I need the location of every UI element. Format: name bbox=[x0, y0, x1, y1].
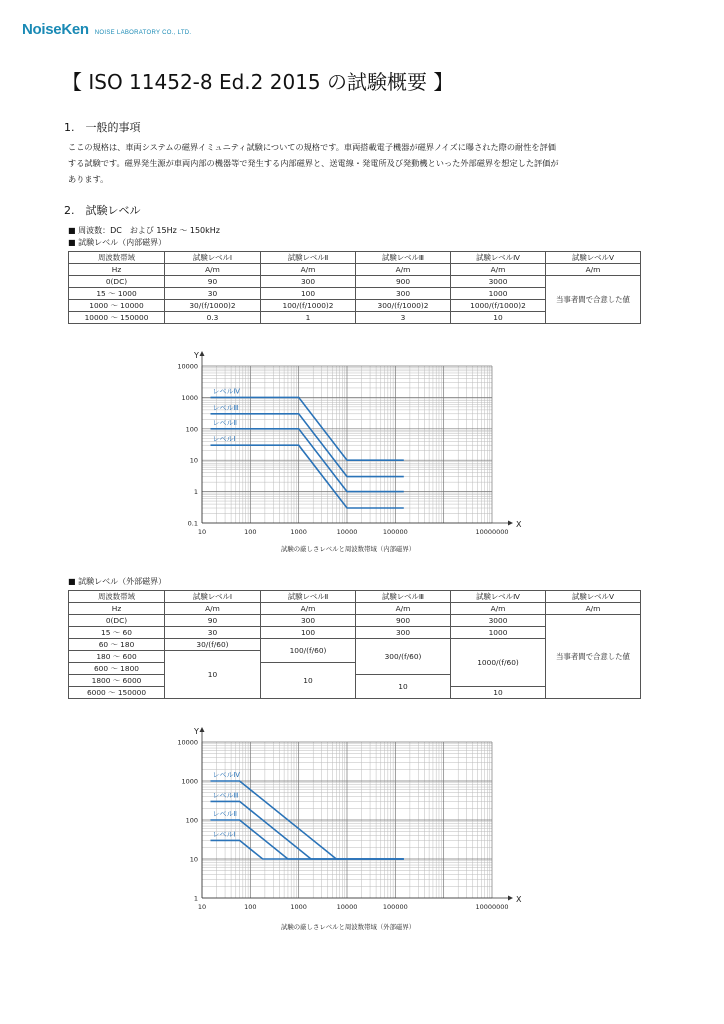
table-cell: A/m bbox=[165, 264, 261, 276]
table-cell: 1000/(f/1000)2 bbox=[451, 300, 546, 312]
table-cell: A/m bbox=[356, 603, 451, 615]
table-cell: A/m bbox=[451, 603, 546, 615]
table-cell: 15 〜 1000 bbox=[69, 288, 165, 300]
x-axis-label: X bbox=[516, 520, 522, 529]
y-tick-label: 10000 bbox=[177, 362, 198, 371]
table-cell: 1800 〜 6000 bbox=[69, 675, 165, 687]
table-cell: 300 bbox=[261, 276, 356, 288]
series-label: レベルⅣ bbox=[212, 387, 240, 396]
table-header: 試験レベルⅡ bbox=[261, 591, 356, 603]
page-title: 【 ISO 11452-8 Ed.2 2015 の試験概要 】 bbox=[62, 70, 454, 94]
internal-level-table bbox=[68, 251, 641, 324]
paragraph-line: ここの規格は、車両システムの磁界イミュニティ試験についての規格です。車両搭載電子機器が磁界ノイズに曝された際の耐性を評価 bbox=[68, 142, 556, 152]
external-level-table bbox=[68, 590, 641, 699]
series-label: レベルⅠ bbox=[212, 435, 236, 444]
y-tick-label: 100 bbox=[185, 425, 198, 434]
table-cell: 10 bbox=[165, 651, 261, 699]
y-axis-label: Y bbox=[194, 351, 199, 360]
x-tick-label: 1000 bbox=[290, 903, 307, 911]
x-tick-label: 10000 bbox=[336, 903, 358, 911]
table-cell: 300 bbox=[356, 627, 451, 639]
table-cell: 3 bbox=[356, 312, 451, 324]
y-axis-arrow bbox=[200, 727, 205, 732]
table-cell: 3000 bbox=[451, 276, 546, 288]
table-header-row bbox=[69, 591, 641, 603]
series-label: レベルⅣ bbox=[212, 771, 240, 779]
table-header: 試験レベルⅠ bbox=[165, 252, 261, 264]
paragraph-line: する試験です。磁界発生源が車両内部の機器等で発生する内部磁界と、送電線・発電所及び発動機といった外部磁界を想定した評価が bbox=[68, 158, 559, 168]
table-cell: 1 bbox=[261, 312, 356, 324]
table-cell: 300 bbox=[261, 615, 356, 627]
frequency-note: ■ 周波数：DC および 15Hz 〜 150kHz bbox=[68, 226, 220, 235]
y-tick-label: 0.1 bbox=[187, 519, 198, 528]
x-tick-label: 10000000 bbox=[475, 528, 509, 536]
table-cell: 15 〜 60 bbox=[69, 627, 165, 639]
series-label: レベルⅡ bbox=[212, 810, 237, 818]
table-header: 試験レベルⅣ bbox=[451, 252, 546, 264]
table-cell: 0(DC) bbox=[69, 276, 165, 288]
chart-caption: 試験の厳しさレベルと周波数帯域（外部磁界） bbox=[281, 923, 416, 931]
table-cell: 0.3 bbox=[165, 312, 261, 324]
x-tick-label: 10000 bbox=[336, 528, 358, 536]
table-cell: 900 bbox=[356, 276, 451, 288]
table-cell: 100/(f/1000)2 bbox=[261, 300, 356, 312]
y-tick-label: 10000 bbox=[177, 738, 198, 747]
table-header: 試験レベルⅣ bbox=[451, 591, 546, 603]
chart-caption: 試験の厳しさレベルと周波数帯域（内部磁界） bbox=[281, 545, 416, 553]
table-cell: Hz bbox=[69, 264, 165, 276]
table-cell: 100 bbox=[261, 627, 356, 639]
series-label: レベルⅠ bbox=[212, 830, 236, 839]
internal-level-label: ■ 試験レベル（内部磁界） bbox=[68, 238, 167, 247]
table-cell: 900 bbox=[356, 615, 451, 627]
x-tick-label: 10 bbox=[197, 528, 207, 536]
table-cell: A/m bbox=[261, 603, 356, 615]
paragraph-line: あります。 bbox=[68, 174, 109, 184]
table-cell: 10 bbox=[451, 687, 546, 699]
y-axis-arrow bbox=[200, 351, 205, 356]
table-cell: 100/(f/60) bbox=[261, 639, 356, 663]
section1-paragraph bbox=[68, 139, 648, 187]
table-cell: 10 bbox=[451, 312, 546, 324]
table-cell: 60 〜 180 bbox=[69, 639, 165, 651]
logo-mark: NoiseKen bbox=[22, 21, 89, 38]
table-cell: 300 bbox=[356, 288, 451, 300]
table-row bbox=[69, 615, 641, 627]
table-cell: 1000/(f/60) bbox=[451, 639, 546, 687]
company-logo bbox=[22, 21, 191, 38]
table-cell: 3000 bbox=[451, 615, 546, 627]
table-cell: 300/(f/1000)2 bbox=[356, 300, 451, 312]
table-header: 周波数帯域 bbox=[69, 591, 165, 603]
table-header: 試験レベルⅢ bbox=[356, 252, 451, 264]
table-header: 試験レベルⅠ bbox=[165, 591, 261, 603]
table-cell: A/m bbox=[546, 603, 641, 615]
table-header: 周波数帯域 bbox=[69, 252, 165, 264]
table-cell: 30/(f/60) bbox=[165, 639, 261, 651]
x-tick-label: 100 bbox=[244, 903, 257, 911]
table-unit-row bbox=[69, 603, 641, 615]
table-cell: 1000 bbox=[451, 627, 546, 639]
y-tick-label: 1000 bbox=[181, 777, 198, 786]
table-header: 試験レベルⅡ bbox=[261, 252, 356, 264]
table-cell: 90 bbox=[165, 615, 261, 627]
table-header: 試験レベルⅤ bbox=[546, 252, 641, 264]
external-level-label: ■ 試験レベル（外部磁界） bbox=[68, 577, 167, 586]
x-axis-label: X bbox=[516, 895, 522, 904]
table-cell: 6000 〜 150000 bbox=[69, 687, 165, 699]
table-cell: 0(DC) bbox=[69, 615, 165, 627]
table-unit-row bbox=[69, 264, 641, 276]
section1-heading: 1. 一般的事項 bbox=[64, 121, 141, 134]
table-cell: A/m bbox=[261, 264, 356, 276]
y-tick-label: 1 bbox=[193, 894, 198, 903]
table-cell: 90 bbox=[165, 276, 261, 288]
x-axis-arrow bbox=[508, 521, 513, 526]
table-cell: A/m bbox=[451, 264, 546, 276]
table-cell: 180 〜 600 bbox=[69, 651, 165, 663]
table-cell: 100 bbox=[261, 288, 356, 300]
x-tick-label: 10 bbox=[197, 903, 207, 911]
table-cell: 30 bbox=[165, 627, 261, 639]
external-field-chart bbox=[165, 724, 530, 914]
table-cell: 30/(f/1000)2 bbox=[165, 300, 261, 312]
y-tick-label: 100 bbox=[185, 816, 198, 825]
x-tick-label: 10000000 bbox=[475, 903, 509, 911]
table-header: 試験レベルⅤ bbox=[546, 591, 641, 603]
table-cell: A/m bbox=[546, 264, 641, 276]
internal-field-chart bbox=[165, 348, 530, 543]
table-header: 試験レベルⅢ bbox=[356, 591, 451, 603]
table-cell: A/m bbox=[356, 264, 451, 276]
x-axis-arrow bbox=[508, 896, 513, 901]
series-label: レベルⅢ bbox=[212, 403, 239, 412]
series-label: レベルⅢ bbox=[212, 791, 239, 800]
y-axis-label: Y bbox=[194, 727, 199, 736]
section2-heading: 2. 試験レベル bbox=[64, 204, 141, 217]
table-row bbox=[69, 276, 641, 288]
company-name: NOISE LABORATORY CO., LTD. bbox=[94, 30, 192, 36]
y-tick-label: 1 bbox=[193, 488, 198, 497]
table-cell: 10 bbox=[356, 675, 451, 699]
y-tick-label: 1000 bbox=[181, 393, 198, 402]
table-cell: 10 bbox=[261, 663, 356, 699]
table-cell: A/m bbox=[165, 603, 261, 615]
table-header-row bbox=[69, 252, 641, 264]
x-tick-label: 1000 bbox=[290, 528, 307, 536]
level5-cell: 当事者間で合意した値 bbox=[546, 615, 641, 699]
table-cell: 30 bbox=[165, 288, 261, 300]
table-cell: 10000 〜 150000 bbox=[69, 312, 165, 324]
table-cell: Hz bbox=[69, 603, 165, 615]
x-tick-label: 100000 bbox=[382, 903, 408, 911]
x-tick-label: 100 bbox=[244, 528, 257, 536]
table-cell: 600 〜 1800 bbox=[69, 663, 165, 675]
y-tick-label: 10 bbox=[189, 855, 198, 864]
table-cell: 1000 〜 10000 bbox=[69, 300, 165, 312]
series-label: レベルⅡ bbox=[212, 418, 237, 427]
table-cell: 1000 bbox=[451, 288, 546, 300]
level5-cell: 当事者間で合意した値 bbox=[546, 276, 641, 324]
y-tick-label: 10 bbox=[189, 456, 198, 465]
table-cell: 300/(f/60) bbox=[356, 639, 451, 675]
x-tick-label: 100000 bbox=[382, 528, 408, 536]
